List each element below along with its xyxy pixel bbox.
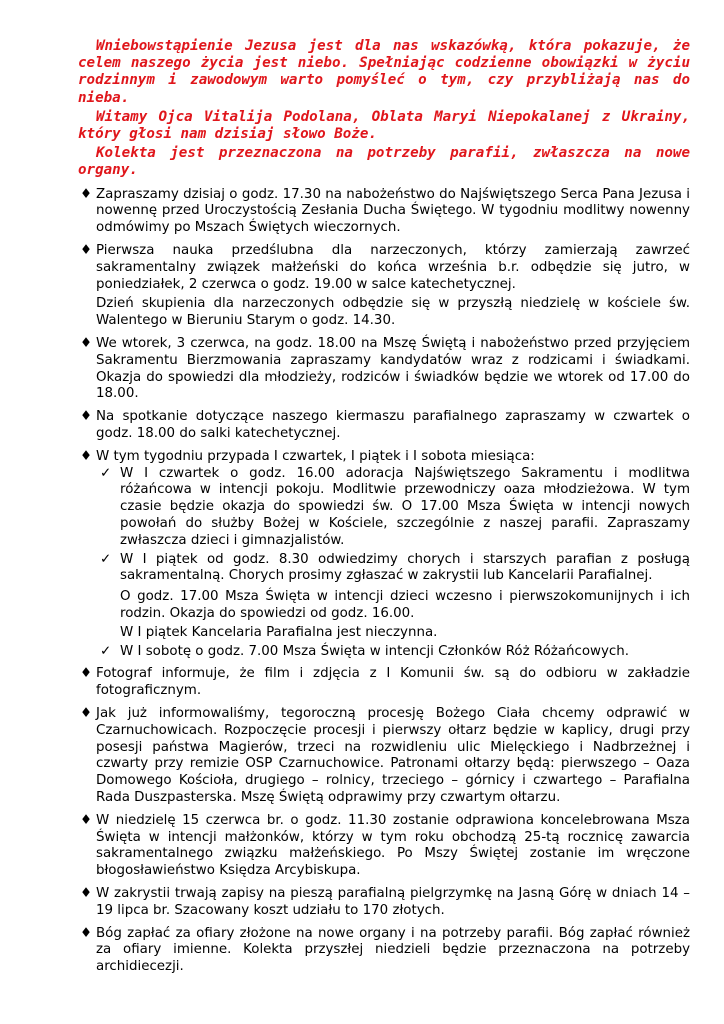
announcement-item bbox=[78, 187, 690, 237]
announcement-text: W zakrystii trwają zapisy na pieszą parafialną pielgrzymkę na Jasną Górę w dniach 14 – 19 lipca br. Szacowany koszt udziału to 170 złotych. bbox=[96, 885, 690, 918]
announcement-text: We wtorek, 3 czerwca, na godz. 18.00 na Mszę Świętą i nabożeństwo przed przyjęciem Sakramentu Bierzmowania zapraszamy kandydatów wraz z rodzicami i świadkami. Okazja do spowiedzi dla młodzieży, rodziców i świadków będzie we wtorek od 17.00 do 18.00. bbox=[96, 336, 690, 402]
announcement-item bbox=[78, 706, 690, 807]
diamond-bullet-icon: ♦ bbox=[80, 812, 93, 828]
diamond-bullet-icon: ♦ bbox=[80, 925, 93, 941]
announcement-item bbox=[78, 886, 690, 920]
diamond-bullet-icon: ♦ bbox=[80, 336, 93, 351]
announcement-text: Na spotkanie dotyczące naszego kiermaszu parafialnego zapraszamy w czwartek o godz. 18.00 do salki katechetycznej. bbox=[96, 409, 690, 441]
announcement-item bbox=[78, 243, 690, 293]
diamond-bullet-icon: ♦ bbox=[80, 186, 93, 202]
checkmark-icon: ✓ bbox=[100, 551, 112, 567]
diamond-bullet-icon: ♦ bbox=[80, 666, 93, 682]
announcement-item bbox=[78, 926, 690, 976]
announcement-text: Fotograf informuje, że film i zdjęcia z I Komunii św. są do odbioru w zakładzie fotograficznym. bbox=[96, 666, 690, 699]
parish-announcements-page bbox=[78, 38, 690, 982]
diamond-bullet-icon: ♦ bbox=[80, 885, 93, 901]
sub-item bbox=[78, 644, 690, 661]
diamond-bullet-icon: ♦ bbox=[80, 705, 93, 721]
intro-paragraph-ascension: Wniebowstąpienie Jezusa jest dla nas wskazówką, która pokazuje, że celem naszego życia jest niebo. Spełniając codzienne obowiązki w życiu rodzinnym i zawodowym warto pomyśleć o tym, czy przybliżają nas do nieba. bbox=[78, 38, 690, 106]
checkmark-icon: ✓ bbox=[100, 643, 112, 659]
announcement-text: W niedzielę 15 czerwca br. o godz. 11.30 zostanie odprawiona koncelebrowana Msza Święta w intencji małżonków, którzy w tym roku obchodzą 25-tą rocznicę zawarcia sakramentalnego związku małżeńskiego. Po Mszy Świętej zostanie im wręczone błogosławieństwo Księdza Arcybiskupa. bbox=[96, 812, 690, 879]
intro-paragraph-welcome: Witamy Ojca Vitalija Podolana, Oblata Maryi Niepokalanej z Ukrainy, który głosi nam dzisiaj słowo Boże. bbox=[78, 108, 690, 143]
intro-paragraph-collection: Kolekta jest przeznaczona na potrzeby parafii, zwłaszcza na nowe organy. bbox=[78, 145, 690, 179]
sub-item-text: W I czwartek o godz. 16.00 adoracja Najświętszego Sakramentu i modlitwa różańcowa w intencji pokoju. Modlitwie przewodniczy oaza młodzieżowa. W tym czasie będzie okazja do spowiedzi św. O 17.00 Msza Święta w intencji nowych powołań do służby Bożej w Kościele, szczególnie z naszej parafii. Zapraszamy zwłaszcza dzieci i gimnazjalistów. bbox=[120, 465, 690, 548]
announcement-text: W tym tygodniu przypada I czwartek, I piątek i I sobota miesiąca: bbox=[96, 448, 535, 464]
announcement-item bbox=[78, 813, 690, 880]
announcement-item bbox=[78, 449, 690, 466]
diamond-bullet-icon: ♦ bbox=[80, 448, 93, 464]
announcement-continuation: Dzień skupienia dla narzeczonych odbędzie się w przyszłą niedzielę w kościele św. Walentego w Bieruniu Starym o godz. 14.30. bbox=[96, 296, 690, 329]
diamond-bullet-icon: ♦ bbox=[80, 243, 93, 259]
announcement-item bbox=[78, 666, 690, 700]
checkmark-icon: ✓ bbox=[100, 465, 112, 481]
sub-item-text: W I sobotę o godz. 7.00 Msza Święta w intencji Członków Róż Różańcowych. bbox=[120, 643, 630, 659]
announcement-text: Bóg zapłać za ofiary złożone na nowe organy i na potrzeby parafii. Bóg zapłać również za ofiary imienne. Kolekta przyszłej niedzieli będzie przeznaczona na potrzeby archidiecezji. bbox=[96, 925, 690, 975]
sub-item bbox=[78, 466, 690, 550]
sub-item bbox=[78, 552, 690, 586]
announcement-item bbox=[78, 336, 690, 403]
announcement-text: Pierwsza nauka przedślubna dla narzeczonych, którzy zamierzają zawrzeć sakramentalny związek małżeński do końca września b.r. odbędzie się jutro, w poniedziałek, 2 czerwca o godz. 19.00 w salce katechetycznej. bbox=[96, 243, 690, 292]
sub-item-continuation: O godz. 17.00 Msza Święta w intencji dzieci wczesno i pierwszokomunijnych i ich rodzin. Okazja do spowiedzi od godz. 16.00. bbox=[120, 589, 690, 621]
announcement-text: Zapraszamy dzisiaj o godz. 17.30 na nabożeństwo do Najświętszego Serca Pana Jezusa i nowennę przed Uroczystością Zesłania Ducha Świętego. W tygodniu modlitwy nowenny odmówimy po Mszach Świętych wieczornych. bbox=[96, 186, 690, 236]
announcement-text: Jak już informowaliśmy, tegoroczną procesję Bożego Ciała chcemy odprawić w Czarnuchowicach. Rozpoczęcie procesji i pierwszy ołtarz będzie w kaplicy, drugi przy posesji państwa Magierów, trzeci na rozwidleniu ulic Mielęckiego i Nadbrzeżnej i czwarty przy remizie OSP Czarnuchowice. Patronami ołtarzy będą: pierwszego – Oaza Domowego Kościoła, drugiego – rolnicy, trzeciego – górnicy i czwartego – Parafialna Rada Duszpasterska. Mszę Świętą odprawimy przy czwartym ołtarzu. bbox=[96, 705, 690, 805]
diamond-bullet-icon: ♦ bbox=[80, 409, 93, 425]
announcement-item bbox=[78, 409, 690, 443]
sub-item-text: W I piątek od godz. 8.30 odwiedzimy chorych i starszych parafian z posługą sakramentalną. Chorych prosimy zgłaszać w zakrystii lub Kancelarii Parafialnej. bbox=[120, 551, 690, 584]
sub-item-continuation: W I piątek Kancelaria Parafialna jest nieczynna. bbox=[120, 624, 438, 640]
